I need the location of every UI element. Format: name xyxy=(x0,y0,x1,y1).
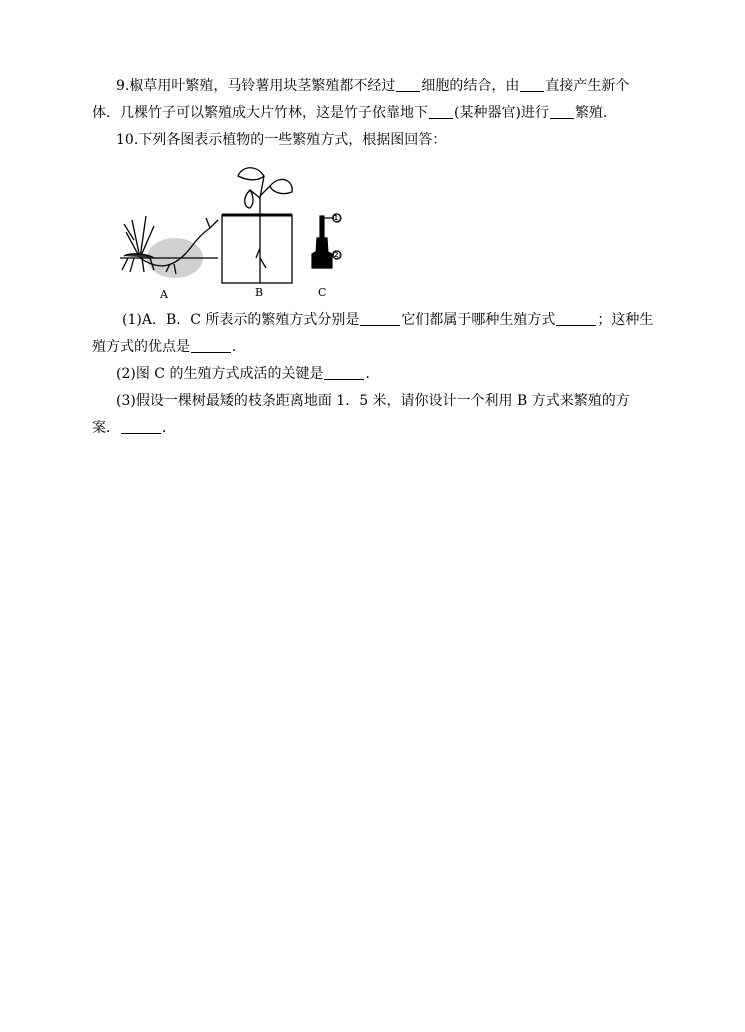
label-scion: ① xyxy=(331,211,341,225)
label-b: B xyxy=(255,286,264,299)
sub1-text-4: 殖方式的优点是 xyxy=(92,339,190,355)
layering-drawing-a xyxy=(120,216,218,278)
q9-text-5: (某种器官)进行 xyxy=(454,105,549,121)
q9-text-1: 9.椒草用叶繁殖，马铃薯用块茎繁殖都不经过 xyxy=(116,78,396,94)
answer-blank[interactable] xyxy=(191,338,231,353)
q9-text-2: 细胞的结合，由 xyxy=(421,78,520,94)
label-c: C xyxy=(318,286,327,299)
sub1-text-3: ；这种生 xyxy=(597,312,654,328)
answer-blank[interactable] xyxy=(556,311,596,326)
sub-question-2 xyxy=(116,364,652,384)
sub2-text: (2)图 C 的生殖方式成活的关键是 xyxy=(116,366,324,382)
answer-blank[interactable] xyxy=(121,419,161,434)
sub1-text-1: (1)A．B．C 所表示的繁殖方式分别是 xyxy=(122,312,360,328)
answer-blank[interactable] xyxy=(429,104,453,119)
q9-text-4: 体．几棵竹子可以繁殖成大片竹林，这是竹子依靠地下 xyxy=(92,105,428,121)
answer-blank[interactable] xyxy=(360,311,400,326)
q9-text-3: 直接产生新个 xyxy=(545,78,630,94)
sub3-text-2: 案． xyxy=(92,420,120,436)
sub-question-3-line-2 xyxy=(92,418,652,438)
period: ． xyxy=(232,339,246,355)
answer-blank[interactable] xyxy=(324,365,364,380)
sub-question-3-line-1: (3)假设一棵树最矮的枝条距离地面 1．5 米，请你设计一个利用 B 方式来繁殖的方 xyxy=(116,393,630,409)
sub-question-1-line-1 xyxy=(122,310,652,330)
answer-blank[interactable] xyxy=(396,77,420,92)
period: ． xyxy=(365,366,380,382)
q9-text-6: 繁殖． xyxy=(574,105,617,121)
period: ． xyxy=(162,420,176,436)
label-a: A xyxy=(160,288,168,301)
propagation-figure xyxy=(110,158,360,304)
question-9-line-2 xyxy=(92,103,652,123)
answer-blank[interactable] xyxy=(550,104,574,119)
answer-blank[interactable] xyxy=(520,77,544,92)
sub1-text-2: 它们都属于哪种生殖方式 xyxy=(401,312,556,328)
question-9-line-1 xyxy=(116,76,652,96)
cutting-drawing-b xyxy=(222,168,292,283)
propagation-illustration xyxy=(110,158,360,304)
question-10-intro: 10.下列各图表示植物的一些繁殖方式，根据图回答： xyxy=(116,132,447,148)
label-stock: ② xyxy=(331,248,341,262)
sub-question-1-line-2 xyxy=(92,337,652,357)
